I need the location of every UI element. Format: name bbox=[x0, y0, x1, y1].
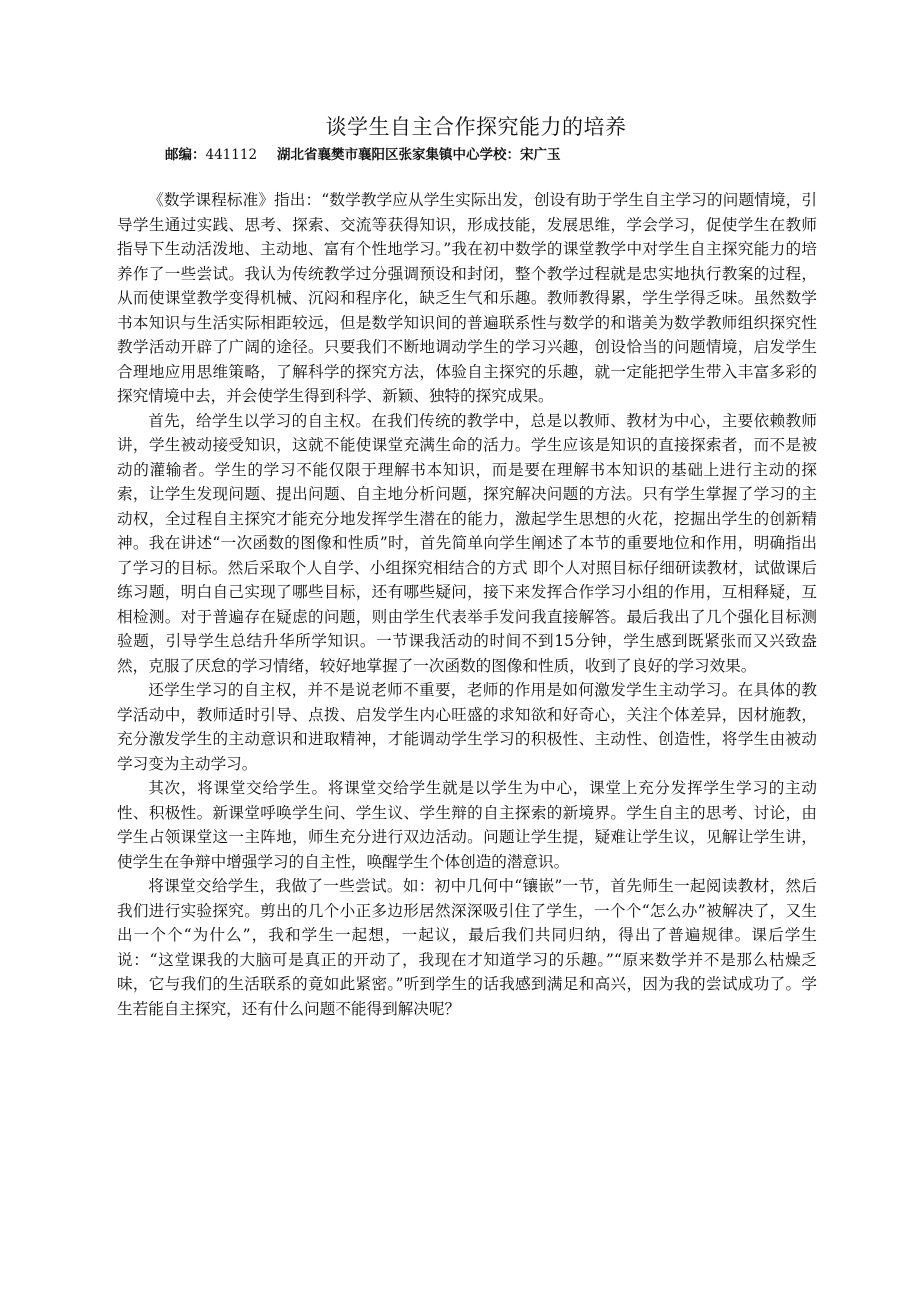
byline bbox=[165, 144, 817, 166]
postal-label: 邮编： bbox=[165, 147, 206, 163]
paragraph-teacher-role: 还学生学习的自主权，并不是说老师不重要，老师的作用是如何激发学生主动学习。在具体的教学活动中，教师适时引导、点拨、启发学生内心旺盛的求知欲和好奇心，关注个体差异，因材施教，充分激发学生的主动意识和进取精神，才能调动学生学习的积极性、主动性、创造性，将学生由被动学习变为主动学习。 bbox=[117, 681, 817, 773]
document-title: 谈学生自主合作探究能力的培养 bbox=[325, 115, 627, 139]
paragraph-first-point: 首先，给学生以学习的自主权。在我们传统的教学中，总是以教师、教材为中心，主要依赖教师讲，学生被动接受知识，这就不能使课堂充满生命的活力。学生应该是知识的直接探索者，而不是被动的灌输者。学生的学习不能仅限于理解书本知识，而是要在理解书本知识的基础上进行主动的探索，让学生发现问题、提出问题、自主地分析问题，探究解决问题的方法。只有学生掌握了学习的主动权，全过程自主探究才能充分地发挥学生潜在的能力，激起学生思想的火花，挖掘出学生的创新精神。我在讲述“一次函数的图像和性质”时，首先简单向学生阐述了本节的重要地位和作用，明确指出了学习的目标。然后采取个人自学、小组探究相结合的方式 即个人对照目标仔细研读教材，试做课后练习题，明白自己实现了哪些目标，还有哪些疑问，接下来发挥合作学习小组的作用，互相释疑，互相检测。对于普遍存在疑虑的问题，则由学生代表举手发问我直接解答。最后我出了几个强化目标测验题，引导学生总结升华所学知识。一节课我活动的时间不到15分钟，学生感到既紧张而又兴致盎然，克服了厌怠的学习情绪，较好地掌握了一次函数的图像和性质，收到了良好的学习效果。 bbox=[117, 411, 817, 675]
author-affiliation: 湖北省襄樊市襄阳区张家集镇中心学校：宋广玉 bbox=[277, 147, 561, 163]
paragraph-example: 将课堂交给学生，我做了一些尝试。如：初中几何中“镶嵌”一节，首先师生一起阅读教材，然后我们进行实验探究。剪出的几个小正多边形居然深深吸引住了学生，一个个“怎么办”被解决了，又生出一个个“为什么”，我和学生一起想，一起议，最后我们共同归纳，得出了普遍规律。课后学生说：“这堂课我的大脑可是真正的开动了，我现在才知道学习的乐趣。”“原来数学并不是那么枯燥乏味，它与我们的生活联系的竟如此紧密。”听到学生的话我感到满足和高兴，因为我的尝试成功了。学生若能自主探究，还有什么问题不能得到解决呢？ bbox=[117, 877, 817, 1018]
document-page bbox=[117, 112, 817, 1021]
paragraph-second-point: 其次，将课堂交给学生。将课堂交给学生就是以学生为中心，课堂上充分发挥学生学习的主动性、积极性。新课堂呼唤学生问、学生议、学生辩的自主探索的新境界。学生自主的思考、讨论，由学生占领课堂这一主阵地，师生充分进行双边活动。问题让学生提，疑难让学生议，见解让学生讲，使学生在争辩中增强学习的自主性，唤醒学生个体创造的潜意识。 bbox=[117, 779, 817, 871]
article-body bbox=[117, 188, 817, 1021]
postal-code: 441112 bbox=[205, 147, 258, 163]
paragraph-intro: 《数学课程标准》指出：“数学教学应从学生实际出发，创设有助于学生自主学习的问题情境，引导学生通过实践、思考、探索、交流等获得知识，形成技能，发展思维，学会学习，促使学生在教师指导下生动活泼地、主动地、富有个性地学习。”我在初中数学的课堂教学中对学生自主探究能力的培养作了一些尝试。我认为传统教学过分强调预设和封闭，整个教学过程就是忠实地执行教案的过程，从而使课堂教学变得机械、沉闷和程序化，缺乏生气和乐趣。教师教得累，学生学得乏味。虽然数学书本知识与生活实际相距较远，但是数学知识间的普遍联系性与数学的和谐美为数学教师组织探究性教学活动开辟了广阔的途径。只要我们不断地调动学生的学习兴趣，创设恰当的问题情境，启发学生合理地应用思维策略，了解科学的探究方法，体验自主探究的乐趣，就一定能把学生带入丰富多彩的探究情境中去，并会使学生得到科学、新颖、独特的探究成果。 bbox=[117, 191, 817, 405]
